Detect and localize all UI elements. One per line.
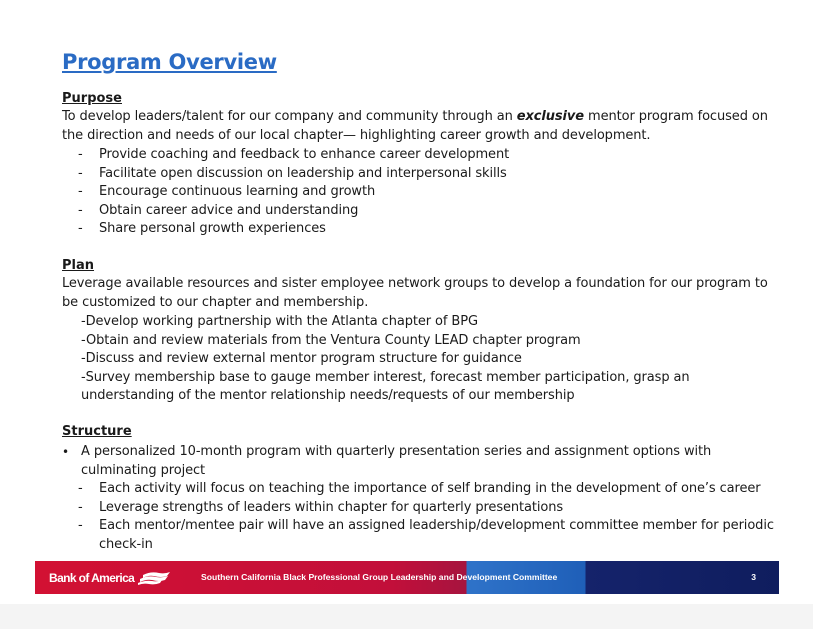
list-item-text: Each activity will focus on teaching the importance of self branding in the development of one’s career xyxy=(99,481,761,496)
purpose-list xyxy=(78,146,509,239)
dash-marker: - xyxy=(78,147,83,162)
list-item xyxy=(78,202,509,221)
structure-bullet-text: A personalized 10-month program with quarterly presentation series and assignment options with culminating project xyxy=(81,444,712,478)
viewer-background xyxy=(0,604,813,629)
list-item-text: Facilitate open discussion on leadership and interpersonal skills xyxy=(99,165,507,181)
footer-text: Southern California Black Professional Group Leadership and Development Committee xyxy=(201,572,558,582)
list-item-text: Leverage strengths of leaders within chapter for quarterly presentations xyxy=(99,499,564,515)
list-item: -Obtain and review materials from the Ventura County LEAD chapter program xyxy=(81,332,581,348)
list-item xyxy=(78,517,778,554)
list-item xyxy=(78,183,509,202)
dash-marker: - xyxy=(78,184,83,199)
dash-marker: - xyxy=(78,499,83,515)
list-item-text: Each mentor/mentee pair will have an assigned leadership/development committee member for periodic check-in xyxy=(99,518,774,552)
list-item xyxy=(78,146,509,165)
list-item-text: Provide coaching and feedback to enhance career development xyxy=(99,147,510,162)
purpose-intro xyxy=(62,108,777,145)
structure-bullet xyxy=(62,443,712,480)
structure-list xyxy=(78,480,778,554)
plan-list xyxy=(81,313,781,406)
plan-heading: Plan xyxy=(62,258,95,273)
purpose-intro-emphasis: exclusive xyxy=(516,109,585,124)
dash-marker: - xyxy=(78,481,83,496)
bank-of-america-logo xyxy=(49,570,171,586)
list-item: -Discuss and review external mentor program structure for guidance xyxy=(81,351,522,367)
page-number: 3 xyxy=(751,572,756,582)
list-item-text: Obtain career advice and understanding xyxy=(99,202,359,218)
page-title: Program Overview xyxy=(62,50,277,74)
dash-marker: - xyxy=(78,518,83,534)
list-item: -Develop working partnership with the Atlanta chapter of BPG xyxy=(81,314,478,329)
dash-marker: - xyxy=(78,221,83,236)
list-item-text: Share personal growth experiences xyxy=(99,221,326,236)
list-item xyxy=(78,220,509,239)
bullet-marker: • xyxy=(62,445,69,459)
purpose-heading: Purpose xyxy=(62,91,122,106)
list-item: -Survey membership base to gauge member interest, forecast member participation, grasp an understanding of the mentor relationship needs/requests of our membership xyxy=(81,369,690,404)
list-item xyxy=(78,480,778,499)
list-item xyxy=(78,499,778,518)
list-item-text: Encourage continuous learning and growth xyxy=(99,184,376,199)
dash-marker: - xyxy=(78,202,83,218)
structure-heading: Structure xyxy=(62,424,132,439)
flag-logo-icon xyxy=(137,570,171,586)
footer-bar xyxy=(35,561,779,594)
dash-marker: - xyxy=(78,165,83,181)
purpose-intro-before: To develop leaders/talent for our company and community through an xyxy=(62,109,517,124)
logo-text: Bank of America xyxy=(49,571,135,585)
plan-intro: Leverage available resources and sister employee network groups to develop a foundation for our program to be customized to our chapter and membership. xyxy=(62,276,768,310)
purpose-intro-after: mentor program focused on the direction and needs of our local chapter— highlighting career growth and development. xyxy=(62,109,768,143)
list-item xyxy=(78,165,509,184)
